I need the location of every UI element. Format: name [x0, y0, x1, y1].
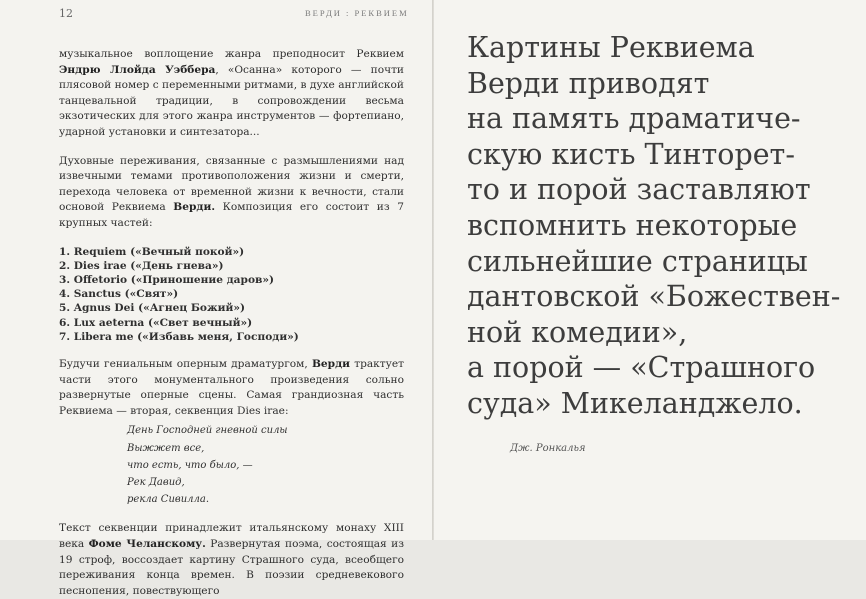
paragraph-text: Развернутая поэма, состоящая из 19 строф, воссоздает картину Страшного суда, всеобщего переживания конца времен. В поэзии средневекового песнопения, повествующего — [59, 537, 405, 597]
quote-line: суда» Микеланджело. — [467, 386, 803, 420]
paragraph-text: Духовные переживания, связанные с размышлениями над извечными темами противоположения жизни и смерти, перехода человека от временной жизни к вечности, стали основой Реквиема — [59, 154, 404, 214]
body-text-column — [59, 47, 404, 599]
quote-line: дантовской «Божествен- — [467, 280, 841, 314]
paragraph-text: Текст секвенции принадлежит итальянскому монаху XIII века — [59, 522, 404, 550]
requiem-parts-list — [59, 245, 404, 344]
list-item: 5. Agnus Dei («Агнец Божий») — [59, 302, 245, 315]
verse-line: Выжжет все, — [127, 442, 205, 454]
list-item: 4. Sanctus («Свят») — [59, 288, 179, 301]
name-thomas-celano: Фоме Челанскому. — [88, 537, 206, 550]
verse-line: что есть, что было, — — [127, 459, 253, 471]
list-item: 3. Offetorio («Приношение даров») — [59, 273, 275, 286]
verse-line: День Господней гневной силы — [127, 425, 288, 437]
verse-line: Рек Давид, — [127, 476, 185, 488]
paragraph-celano — [59, 521, 404, 599]
paragraph-dramaturgy — [59, 357, 404, 419]
quote-line: а порой — «Страшного — [467, 351, 816, 385]
quote-line: ной комедии», — [467, 315, 688, 349]
name-verdi: Верди — [311, 357, 350, 370]
quote-line: сильнейшие страницы — [467, 244, 808, 278]
list-item: 7. Libera me («Избавь меня, Господи») — [59, 330, 299, 343]
quote-line: вспомнить некоторые — [467, 208, 798, 242]
page-number: 12 — [59, 7, 73, 20]
paragraph-text: Будучи гениальным оперным драматургом, — [59, 357, 312, 370]
paragraph-text: трактует части этого монументального произведения сольно развернутые оперные сцены. Самая грандиозная часть Реквиема — вторая, секвенция Dies irae: — [59, 357, 405, 417]
quote-attribution: Дж. Ронкалья — [510, 443, 586, 454]
paragraph-verdi-intro — [59, 154, 404, 232]
paragraph-text: , «Осанна» которого — почти плясовой номер с переменными ритмами, в духе английской танцевальной традиции, в сопровождении весьма экзотических для этого жанра инструментов — фортепиано, ударной установки и синтезатора... — [59, 63, 404, 138]
name-webber: Эндрю Ллойда Уэббера — [59, 63, 216, 76]
running-head: ВЕРДИ : РЕКВИЕМ — [305, 8, 409, 18]
quote-line: скую кисть Тинторет- — [467, 137, 795, 171]
list-item: 6. Lux aeterna («Свет вечный») — [59, 316, 253, 329]
list-item: 1. Requiem («Вечный покой») — [59, 245, 245, 258]
quote-line: Верди приводят — [467, 66, 710, 100]
dies-irae-verse — [127, 422, 404, 508]
quote-line: Картины Реквиема — [467, 31, 755, 64]
paragraph-text: музыкальное воплощение жанра преподносит Реквием — [59, 48, 404, 60]
quote-line: то и порой заставляют — [467, 173, 811, 207]
name-verdi: Верди. — [173, 201, 216, 214]
pull-quote — [467, 30, 847, 422]
quote-line: на память драматиче- — [467, 102, 801, 136]
paragraph-webber — [59, 47, 404, 141]
verse-line: рекла Сивилла. — [127, 494, 210, 506]
list-item: 2. Dies irae («День гнева») — [59, 259, 224, 272]
paragraph-text: Композиция его состоит из 7 крупных частей: — [59, 201, 405, 229]
